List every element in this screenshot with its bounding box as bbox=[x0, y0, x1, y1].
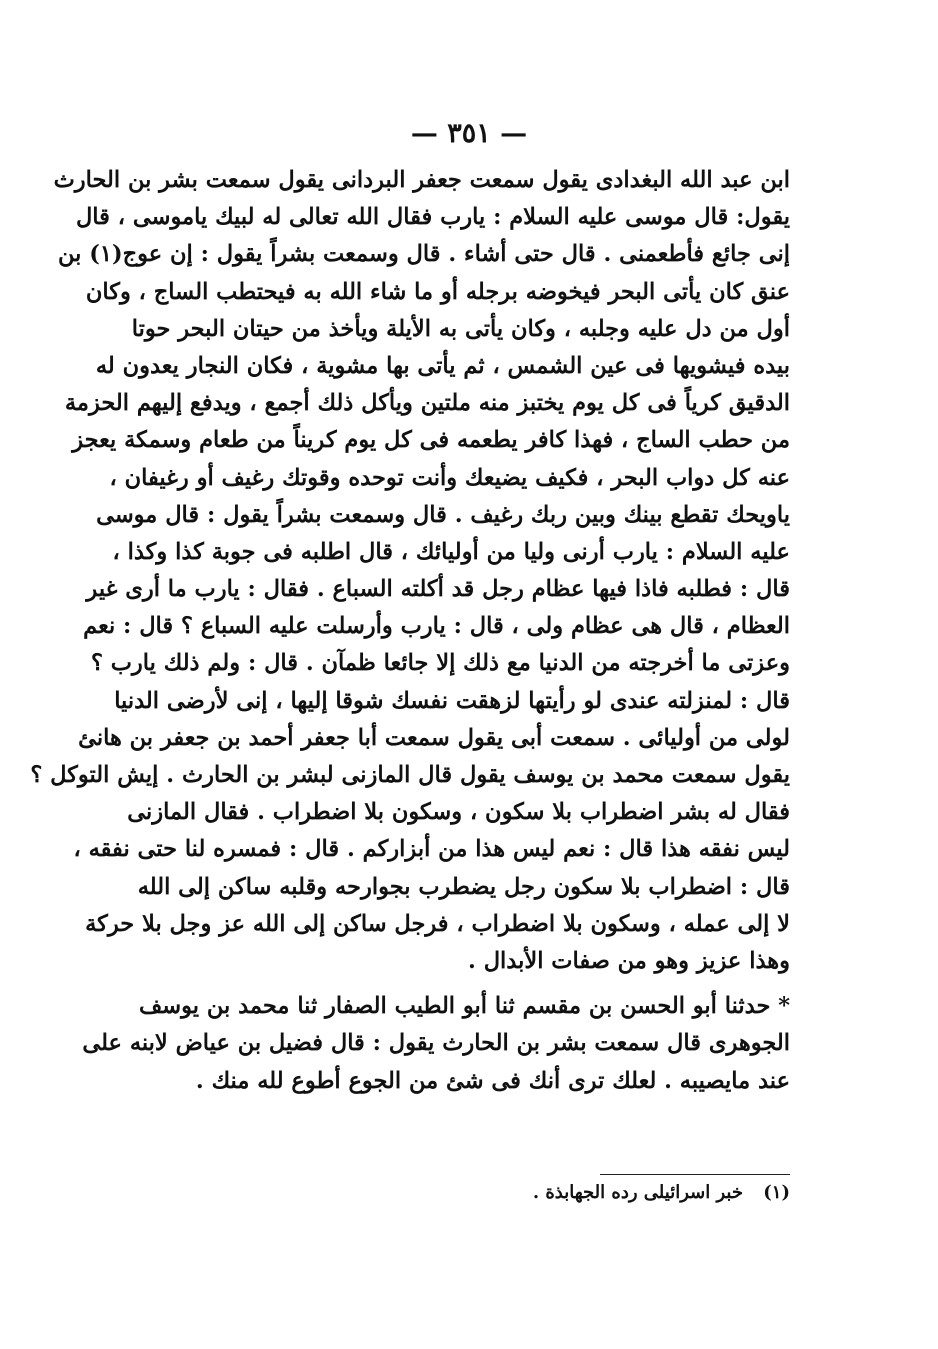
text-line: الدقيق كرياً فى كل يوم يختبز منه ملتين ويأكل ذلك أجمع ، ويدفع إليهم الحزمة bbox=[64, 390, 790, 417]
text-line: عنق كان يأتى البحر فيخوضه برجله أو ما شاء الله به فيحتطب الساج ، وكان bbox=[85, 278, 790, 305]
text-line: الجوهرى قال سمعت بشر بن الحارث يقول : قال فضيل بن عياض لابنه على bbox=[82, 1030, 790, 1057]
text-line: فقال له بشر اضطراب بلا سكون ، وسكون بلا اضطراب . فقال المازنى bbox=[127, 799, 790, 826]
text-line: ابن عبد الله البغدادى يقول سمعت جعفر البردانى يقول سمعت بشر بن الحارث bbox=[53, 167, 790, 193]
main-text bbox=[30, 162, 790, 1100]
text-line: عليه السلام : يارب أرنى وليا من أوليائك ، قال اطلبه فى جوبة كذا وكذا ، bbox=[112, 538, 790, 565]
text-line: من حطب الساج ، فهذا كافر يطعمه فى كل يوم كريناً من طعام وسمكة يعجز bbox=[72, 427, 790, 454]
paragraph-spacer bbox=[150, 980, 790, 988]
text-line: أول من دل عليه وجلبه ، وكان يأتى به الأيلة ويأخذ من حيتان البحر حوتا bbox=[131, 315, 790, 342]
text-line: إنى جائع فأطعمنى . قال حتى أشاء . قال وسمعت بشراً يقول : إن عوج(١) بن bbox=[58, 241, 790, 268]
text-line: عند مايصيبه . لعلك ترى أنك فى شئ من الجوع أطوع لله منك . bbox=[195, 1067, 790, 1094]
text-line: بيده فيشويها فى عين الشمس ، ثم يأتى بها مشوية ، فكان النجار يعدون له bbox=[95, 352, 790, 379]
text-line: ليس نفقه هذا قال : نعم ليس هذا من أبزاركم . قال : فمسره لنا حتى نفقه ، bbox=[73, 836, 790, 863]
text-line: العظام ، قال هى عظام ولى ، قال : يارب وأرسلت عليه السباع ؟ قال : نعم bbox=[83, 613, 790, 640]
footnote-text: خبر اسرائيلى رده الجهابذة . bbox=[532, 1182, 743, 1203]
text-line: لا إلى عمله ، وسكون بلا اضطراب ، فرجل ساكن إلى الله عز وجل بلا حركة bbox=[85, 910, 790, 937]
text-line: يقول: قال موسى عليه السلام : يارب فقال الله تعالى له لبيك ياموسى ، قال bbox=[75, 204, 790, 231]
text-line: قال : فطلبه فاذا فيها عظام رجل قد أكلته السباع . فقال : يارب ما أرى غير bbox=[86, 576, 790, 603]
text-line: عنه كل دواب البحر ، فكيف يضيعك وأنت توحده وقوتك رغيف أو رغيفان ، bbox=[109, 464, 790, 491]
footnote-divider bbox=[600, 1174, 790, 1175]
paragraph-2 bbox=[82, 988, 790, 1100]
text-line: يقول سمعت محمد بن يوسف يقول قال المازنى لبشر بن الحارث . إيش التوكل ؟ bbox=[30, 762, 790, 788]
footnote bbox=[300, 1182, 790, 1203]
paragraph-1 bbox=[30, 162, 790, 980]
text-line: قال : لمنزلته عندى لو رأيتها لزهقت نفسك شوقا إليها ، إنى لأرضى الدنيا bbox=[114, 687, 790, 714]
text-line: وعزتى ما أخرجته من الدنيا مع ذلك إلا جائعا ظمآن . قال : ولم ذلك يارب ؟ bbox=[90, 650, 790, 677]
text-line: ياويحك تقطع بينك وبين ربك رغيف . قال وسمعت بشراً يقول : قال موسى bbox=[96, 501, 790, 528]
text-line: وهذا عزيز وهو من صفات الأبدال . bbox=[468, 947, 790, 974]
page-number: — ٣٥١ — bbox=[410, 118, 528, 149]
footnote-marker: (١) bbox=[763, 1182, 790, 1203]
text-line: لولى من أوليائى . سمعت أبى يقول سمعت أبا جعفر أحمد بن جعفر بن هانئ bbox=[78, 724, 790, 751]
text-line: قال : اضطراب بلا سكون رجل يضطرب بجوارحه وقلبه ساكن إلى الله bbox=[137, 873, 790, 900]
text-line: * حدثنا أبو الحسن بن مقسم ثنا أبو الطيب الصفار ثنا محمد بن يوسف bbox=[139, 993, 790, 1020]
